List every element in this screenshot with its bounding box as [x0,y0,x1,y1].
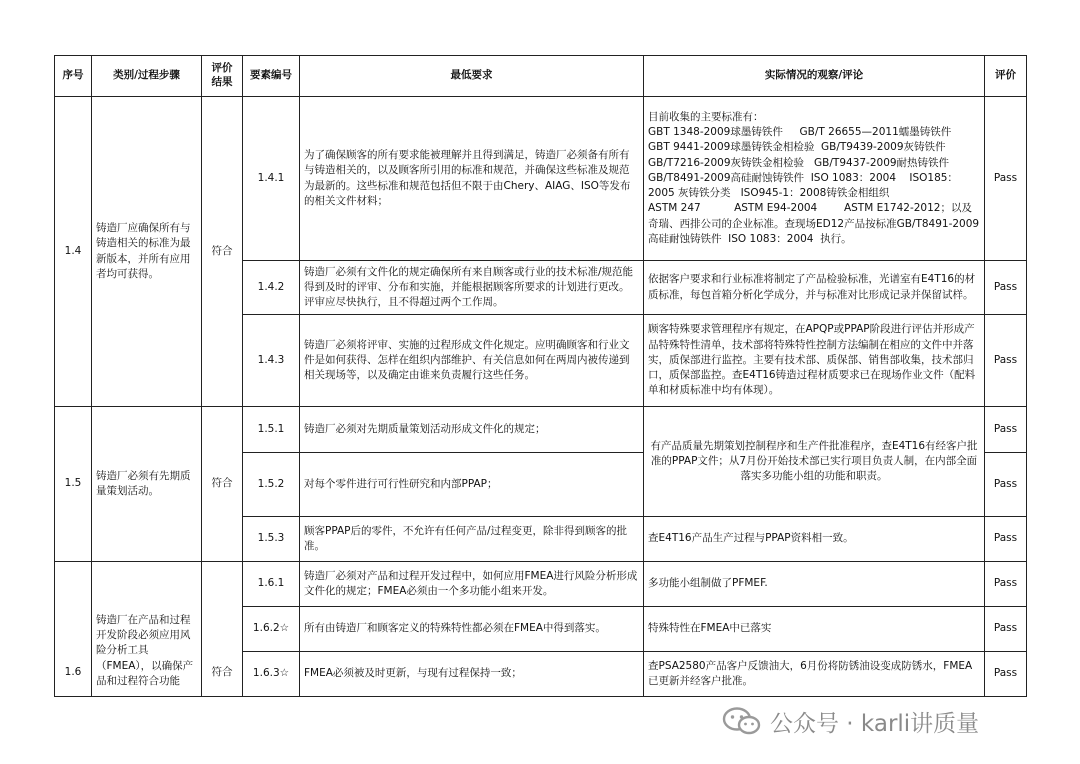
requirement: 铸造厂必须对产品和过程开发过程中，如何应用FMEA进行风险分析形成文件化的规定；FMEA必须由一个多功能小组来开发。 [300,562,644,607]
observation: 多功能小组制做了PFMEF. [644,562,985,607]
evaluation: Pass [985,652,1027,697]
header-result: 评价 结果 [202,56,243,97]
requirement: 对每个零件进行可行性研究和内部PPAP； [300,453,644,517]
evaluation: Pass [985,315,1027,407]
observation: 特殊特性在FMEA中已落实 [644,607,985,652]
observation [644,97,985,261]
section-result: 符合 [202,562,243,697]
requirement: 所有由铸造厂和顾客定义的特殊特性都必须在FMEA中得到落实。 [300,607,644,652]
table-row [55,407,1027,453]
header-category: 类别/过程步骤 [92,56,202,97]
observation-line: GB/T7216-2009灰铸铁金相检验 GB/T9437-2009耐热铸铁件 [648,156,950,169]
section-category: 铸造厂必须有先期质量策划活动。 [92,407,202,562]
element-no: 1.4.3 [243,315,300,407]
merged-observation: 有产品质量先期策划控制程序和生产件批准程序，查E4T16有经客户批准的PPAP文件；从7月份开始技术部已实行项目负责人制，在内部全面落实多功能小组的功能和职责。 [644,407,985,517]
observation-line: GB/T8491-2009高硅耐蚀铸铁件 ISO 1083：2004 ISO185：2005 灰铸铁分类 ISO945-1：2008铸铁金相组织 [648,171,958,200]
wechat-icon [722,706,762,736]
element-no: 1.5.3 [243,517,300,562]
evaluation: Pass [985,517,1027,562]
observation: 依据客户要求和行业标准将制定了产品检验标准，光谱室有E4T16的材质标准，每包首箱分析化学成分，并与标准对比形成记录并保留试样。 [644,261,985,315]
section-seq: 1.4 [55,97,92,407]
header-observation: 实际情况的观察/评论 [644,56,985,97]
evaluation: Pass [985,97,1027,261]
observation-line: GBT 9441-2009球墨铸铁金相检验 GB/T9439-2009灰铸铁件 [648,141,946,154]
requirement: 为了确保顾客的所有要求能被理解并且得到满足，铸造厂必须备有所有与铸造相关的，以及顾客所引用的标准和规范，并确保这些标准及规范为最新的。这些标准和规范包括但不限于由Chery、AIAG、ISO等发布的相关文件材料； [300,97,644,261]
header-seq: 序号 [55,56,92,97]
section-result: 符合 [202,407,243,562]
requirement: FMEA必须被及时更新，与现有过程保持一致； [300,652,644,697]
evaluation: Pass [985,261,1027,315]
section-seq: 1.6 [55,562,92,697]
observation: 查PSA2580产品客户反馈油大，6月份将防锈油设变成防锈水，FMEA已更新并经客户批准。 [644,652,985,697]
element-no: 1.6.2☆ [243,607,300,652]
element-no: 1.5.2 [243,453,300,517]
element-no: 1.4.1 [243,97,300,261]
evaluation: Pass [985,453,1027,517]
observation: 查E4T16产品生产过程与PPAP资料相一致。 [644,517,985,562]
table-row [55,562,1027,607]
header-element-no: 要素编号 [243,56,300,97]
observation: 顾客特殊要求管理程序有规定，在APQP或PPAP阶段进行评估并形成产品特殊特性清单，技术部将特殊特性控制方法编制在相应的文件中并落实，质保部进行监控。主要有技术部、质保部、销售部收集，技术部归口，质保部监控。查E4T16铸造过程材质要求已在现场作业文件（配料单和材质标准中均有体现）。 [644,315,985,407]
observation-line: 目前收集的主要标准有： [648,111,764,124]
requirement: 铸造厂必须有文件化的规定确保所有来自顾客或行业的技术标准/规范能得到及时的评审、分布和实施，并能根据顾客所要求的计划进行更改。评审应尽快执行，且不得超过两个工作周。 [300,261,644,315]
element-no: 1.5.1 [243,407,300,453]
table-row [55,97,1027,261]
element-no: 1.6.3☆ [243,652,300,697]
header-row [55,56,1027,97]
requirement: 铸造厂必须对先期质量策划活动形成文件化的规定； [300,407,644,453]
section-category: 铸造厂应确保所有与铸造相关的标准为最新版本，并所有应用者均可获得。 [92,97,202,407]
evaluation: Pass [985,562,1027,607]
section-category: 铸造厂在产品和过程开发阶段必须应用风险分析工具（FMEA），以确保产品和过程符合功能 [92,562,202,697]
requirement: 铸造厂必须将评审、实施的过程形成文件化规定。应明确顾客和行业文件是如何获得、怎样在组织内部维护、有关信息如何在两周内被传递到相关现场等，以及确定由谁来负责履行这些任务。 [300,315,644,407]
watermark-text: 公众号 · karli讲质量 [770,710,980,737]
requirement: 顾客PPAP后的零件，不允许有任何产品/过程变更，除非得到顾客的批准。 [300,517,644,562]
evaluation: Pass [985,607,1027,652]
watermark [722,704,979,738]
section-result: 符合 [202,97,243,407]
element-no: 1.6.1 [243,562,300,607]
section-seq: 1.5 [55,407,92,562]
observation-line: ASTM 247 ASTM E94-2004 ASTM E1742-2012；以及奇瑞、西排公司的企业标准。查现场ED12产品按标准GB/T8491-2009高硅耐蚀铸铁件 ISO 1083：2004 执行。 [648,202,980,245]
header-evaluation: 评价 [985,56,1027,97]
header-min-requirement: 最低要求 [300,56,644,97]
audit-table [54,55,1027,697]
evaluation: Pass [985,407,1027,453]
observation-line: GBT 1348-2009球墨铸铁件 GB/T 26655—2011蠕墨铸铁件 [648,126,952,139]
element-no: 1.4.2 [243,261,300,315]
